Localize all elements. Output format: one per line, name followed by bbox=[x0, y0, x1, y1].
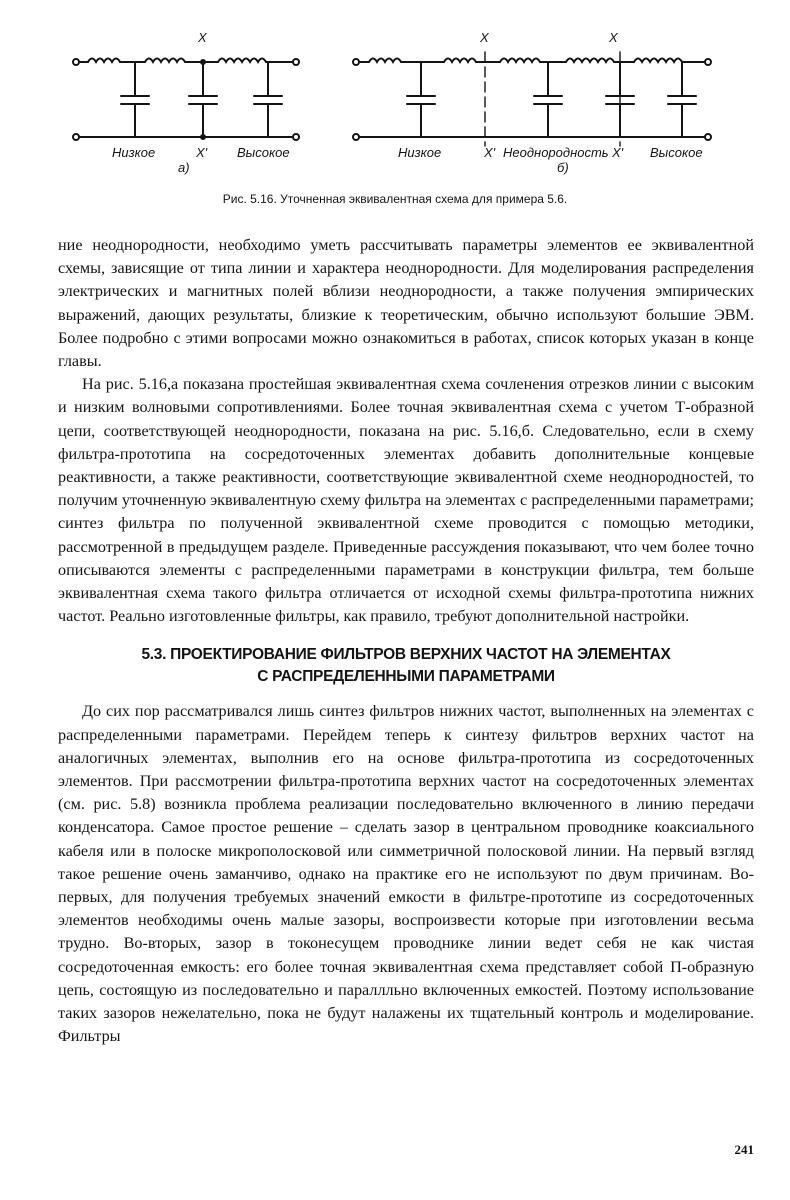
high-impedance-label: Высокое bbox=[237, 145, 290, 160]
node-label-x-prime: X' bbox=[484, 145, 496, 160]
capacitor bbox=[534, 62, 562, 137]
panel-a-letter: а) bbox=[178, 160, 190, 175]
capacitor bbox=[121, 62, 149, 137]
discontinuity-label: Неоднородность bbox=[503, 145, 609, 160]
section-heading-line: 5.3. ПРОЕКТИРОВАНИЕ ФИЛЬТРОВ ВЕРХНИХ ЧАСТОТ НА ЭЛЕМЕНТАХ bbox=[141, 646, 671, 664]
inductor bbox=[218, 59, 266, 63]
page-number: 241 bbox=[734, 1142, 754, 1157]
circuit-panel-a bbox=[73, 59, 299, 141]
inductor bbox=[444, 59, 476, 63]
low-impedance-label: Низкое bbox=[112, 145, 156, 160]
inductor bbox=[500, 59, 540, 63]
inductor bbox=[145, 59, 185, 63]
circuit-panel-b bbox=[353, 52, 711, 146]
inductor bbox=[88, 59, 120, 63]
paragraph: На рис. 5.16,а показана простейшая эквивалентная схема сочленения отрезков линии с высоким и низким волновыми сопротивлениями. Более точная эквивалентная схема с учетом Т-образной цепи, соответствующей неоднородности, показана на рис. 5.16,б. Следовательно, если в схему фильтра-прототипа на сосредоточенных элементах добавить дополнительные концевые реактивности, а также реактивности, соответствующие эквивалентной схеме неоднородностей, то получим уточненную эквивалентную схему фильтра на элементах с распределенными параметрами; синтез фильтра по полученной эквивалентной схеме проводится с помощью методики, рассмотренной в предыдущем разделе. Приведенные рассуждения показывают, что чем более точно описываются элементы с распределенными параметрами в конструкции фильтра, тем больше эквивалентная схема такого фильтра отличается от исходной схемы фильтра-прототипа нижних частот. Реально изготовленные фильтры, как правило, требуют дополнительной настройки. bbox=[58, 375, 754, 626]
node-label-x: X bbox=[198, 30, 207, 45]
node-label-x: X bbox=[480, 30, 489, 45]
node-label-x-prime: X' bbox=[196, 145, 208, 160]
node-label-x-prime: X' bbox=[612, 145, 624, 160]
section-heading bbox=[58, 644, 754, 688]
figure-caption: Рис. 5.16. Уточненная эквивалентная схема для примера 5.6. bbox=[222, 192, 568, 206]
node-label-x: X bbox=[609, 30, 618, 45]
inductor bbox=[566, 59, 614, 63]
paragraph: ние неоднородности, необходимо уметь рассчитывать параметры элементов ее эквивалентной схемы, зависящие от типа линии и характера неоднородности. Для моделирования распределения электрических и магнитных полей вблизи неоднородности, а также получения эмпирических выражений, дающих результаты, близкие к теоретическим, обычно используют большие ЭВМ. Более подробно с этими вопросами можно ознакомиться в работах, список которых указан в конце главы. bbox=[58, 236, 754, 371]
section-heading-line: С РАСПРЕДЕЛЕННЫМИ ПАРАМЕТРАМИ bbox=[257, 668, 555, 686]
inductor bbox=[634, 59, 682, 63]
capacitor bbox=[254, 62, 282, 137]
capacitor bbox=[189, 62, 217, 137]
page-body bbox=[58, 234, 754, 1049]
inductor bbox=[369, 59, 401, 63]
capacitor bbox=[668, 62, 696, 137]
paragraph: До сих пор рассматривался лишь синтез фильтров нижних частот, выполненных на элементах с распределенными параметрами. Перейдем теперь к синтезу фильтров верхних частот на аналогичных элементах, выполнив его на основе фильтра-прототипа из сосредоточенных элементов. При рассмотрении фильтра-прототипа верхних частот на сосредоточенных элементах (см. рис. 5.8) возникла проблема реализации последовательно включенного в линию передачи конденсатора. Самое простое решение – сделать зазор в центральном проводнике коаксиального кабеля или в полоске микрополосковой или симметричной полосковой линии. На первый взгляд такое решение очень заманчиво, однако на практике его не используют по двум причинам. Во-первых, для получения требуемых значений емкости в фильтре-прототипе из сосредоточенных элементов необходимы очень малые зазоры, воспроизвести которые при изготовлении весьма трудно. Во-вторых, зазор в токонесущем проводнике линии ведет себя не как чистая сосредоточенная емкость: его более точная эквивалентная схема представляет собой П-образную цепь, состоящую из последовательно и параллльно включенных емкостей. Поэтому использование таких зазоров нежелательно, пока не будут налажены их тщательный контроль и моделирование. Фильтры bbox=[58, 702, 754, 1046]
circuit-figure bbox=[0, 0, 790, 190]
high-impedance-label: Высокое bbox=[650, 145, 703, 160]
capacitor bbox=[407, 62, 435, 137]
panel-b-letter: б) bbox=[557, 160, 569, 175]
low-impedance-label: Низкое bbox=[398, 145, 442, 160]
circuit-diagram bbox=[0, 0, 790, 190]
